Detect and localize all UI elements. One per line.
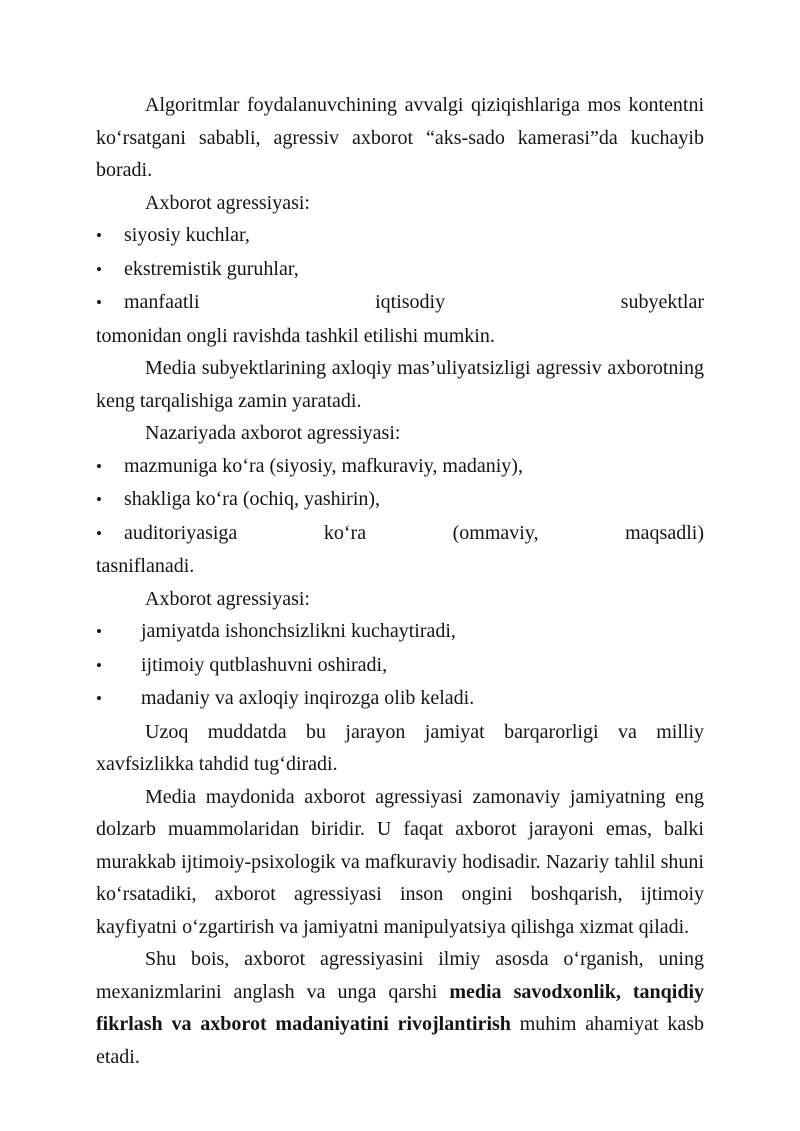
text-run: muhim ahamiyat kasb etadi.	[96, 1013, 704, 1068]
justified-word	[375, 286, 445, 320]
bold-text-run: media savodxonlik, tanqidiy fikrlash va axborot madaniyatini rivojlantirish	[96, 980, 705, 1035]
bullet-continuation-line: tomonidan ongli ravishda tashkil etilishi mumkin.	[96, 324, 495, 347]
text-run: manfaatli	[124, 291, 200, 313]
text-run: Media subyektlarining axloqiy mas’uliyatsizligi agressiv axborotning keng tarqalishiga zamin yaratadi.	[96, 357, 704, 412]
text-run: (ommaviy,	[452, 521, 539, 544]
text-run: Axborot agressiyasi:	[145, 191, 310, 214]
text-run: Axborot agressiyasi:	[145, 587, 310, 610]
text-run: auditoriyasiga	[124, 521, 238, 544]
text-run: shakliga ko‘ra (ochiq, yashirin),	[124, 488, 381, 510]
bullet-icon: •	[96, 259, 102, 279]
text-run: Media maydonida axborot agressiyasi zamonaviy jamiyatning eng dolzarb muammolaridan biridir. U faqat axborot jarayoni emas, balki murakkab ijtimoiy-psixologik va mafkuraviy hodisadir. Nazariy tahlil shuni ko‘rsatadiki, axborot agressiyasi inson ongini boshqarish, ijtimoiy kayfiyatni o‘zgartirish va jamiyatni manipulyatsiya qilishga xizmat qiladi.	[96, 785, 704, 938]
paragraph	[96, 781, 704, 944]
text-run: madaniy va axloqiy inqirozga olib keladi.	[141, 687, 475, 709]
justified-word	[96, 286, 200, 320]
bullet-item	[96, 682, 704, 716]
bullet-icon: •	[96, 456, 102, 476]
paragraph	[96, 583, 704, 616]
bullet-icon: •	[96, 490, 102, 509]
bullet-item	[96, 649, 704, 683]
paragraph	[96, 89, 704, 187]
text-run: iqtisodiy	[375, 291, 446, 313]
bullet-item	[96, 483, 704, 517]
paragraph	[96, 417, 704, 450]
text-run: maqsadli)	[625, 521, 704, 544]
justified-word	[324, 517, 366, 551]
text-run: Algoritmlar foydalanuvchining avvalgi qiziqishlariga mos kontentni ko‘rsatgani sababli, agressiv axborot “aks-sado kamerasi”da kuchayib boradi.	[96, 94, 704, 181]
justified-word	[96, 517, 237, 551]
text-run: jamiyatda ishonchsizlikni kuchaytiradi,	[141, 620, 456, 642]
bullet-icon: •	[96, 622, 102, 641]
document-body	[96, 89, 704, 1073]
text-run: ekstremistik guruhlar,	[124, 257, 299, 280]
bullet-item-justified	[96, 517, 704, 551]
justified-word	[453, 517, 539, 551]
bullet-icon: •	[96, 226, 102, 245]
bullet-item	[96, 219, 704, 253]
bullet-item	[96, 615, 704, 649]
paragraph	[96, 716, 704, 781]
bullet-item	[96, 253, 704, 287]
paragraph	[96, 187, 704, 220]
text-run: ijtimoiy qutblashuvni oshiradi,	[141, 653, 388, 676]
bullet-icon: •	[96, 655, 102, 675]
text-run: ko‘ra	[323, 521, 367, 544]
text-run: Shu bois, axborot agressiyasini ilmiy asosda o‘rganish, uning mexanizmlarini anglash va unga qarshi	[96, 948, 704, 1003]
text-run: siyosiy kuchlar,	[124, 224, 250, 246]
text-run: subyektlar	[620, 291, 704, 313]
text-run: mazmuniga ko‘ra (siyosiy, mafkuraviy, madaniy),	[124, 454, 523, 477]
bullet-icon: •	[96, 523, 102, 543]
bullet-item-justified	[96, 286, 704, 320]
text-run: Uzoq muddatda bu jarayon jamiyat barqarorligi va milliy xavfsizlikka tahdid tug‘diradi.	[96, 720, 704, 775]
bullet-icon: •	[96, 293, 102, 312]
paragraph	[96, 352, 704, 417]
justified-word	[625, 517, 704, 551]
paragraph	[96, 943, 704, 1073]
text-run: Nazariyada axborot agressiyasi:	[145, 422, 401, 444]
justified-word	[621, 286, 704, 320]
bullet-continuation-line: tasniflanadi.	[96, 555, 195, 577]
bullet-item	[96, 450, 704, 484]
bullet-icon: •	[96, 689, 102, 708]
